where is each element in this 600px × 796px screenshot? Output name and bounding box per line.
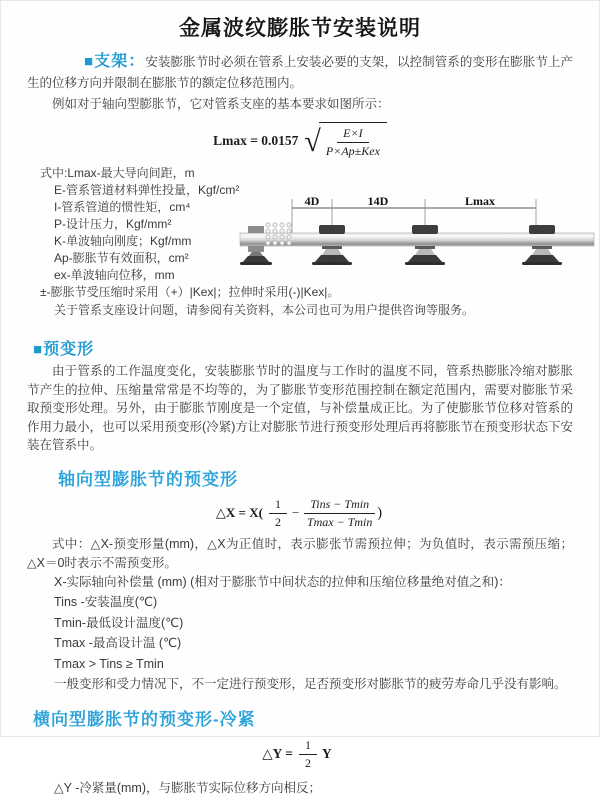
section-square-icon: ■ xyxy=(84,53,94,70)
axial-variable-lines xyxy=(54,573,573,695)
definition-line: P-设计压力，Kgf/mm² xyxy=(54,217,172,231)
one-half-fraction: $\frac{1}{2}$ xyxy=(269,497,287,530)
variable-line: X-实际轴向补偿量 (mm) (相对于膨胀节中间状态的拉伸和压缩位移量绝对值之和)： xyxy=(54,574,511,589)
formula-lmax-fraction xyxy=(324,126,382,159)
definition-line: K-单波轴向刚度；Kgf/mm xyxy=(54,234,192,248)
dim-label-14d: 14D xyxy=(367,194,389,208)
axial-explain-paragraph: 式中：△X-预变形量(mm)，△X为正值时，表示膨张节需预拉伸；为负值时，表示需预压缩；△X＝0时表示不需预变形。 xyxy=(27,536,573,570)
support-note: 关于管系支座设计问题，请参阅有关资料，本公司也可为用户提供咨询等服务。 xyxy=(54,303,475,317)
closing-paren: ) xyxy=(377,504,383,521)
definition-line: Ap-膨胀节有效面积，cm² xyxy=(54,251,189,265)
lateral-variable-line: △Y -冷紧量(mm)，与膨胀节实际位移方向相反； xyxy=(54,780,322,795)
formula-dy-rhs: Y xyxy=(321,746,332,761)
fraction-denominator: P×Ap±Kex xyxy=(325,144,380,158)
variable-line: Tmax -最高设计温 (℃) xyxy=(54,636,182,650)
dim-label-lmax: Lmax xyxy=(465,194,495,208)
support-paragraph xyxy=(27,51,573,94)
temperature-fraction: $\frac{\text{Tins − Tmin}}{Tmax - Tmin}$ xyxy=(304,497,375,530)
pipe-support-diagram xyxy=(240,195,594,267)
predeform-section-heading: 预变形 xyxy=(43,341,95,358)
support-intro-text: 安装膨胀节时必须在管系上安装必要的支架，以控制管系的变形在膨胀节上产生的位移方向并限制在膨胀节的额定位移范围内。 xyxy=(27,55,573,90)
page-title: 金属波纹膨胀节安装说明 xyxy=(179,17,421,40)
pipe xyxy=(240,233,594,246)
fraction-numerator: E×I xyxy=(337,126,368,143)
variable-line: Tmin-最低设计温度(℃) xyxy=(54,615,184,630)
dim-label-4d: 4D xyxy=(304,194,320,208)
support-example-line: 例如对于轴向型膨胀节，它对管系支座的基本要求如图所示： xyxy=(52,97,390,111)
formula-dy-lhs: △Y = xyxy=(262,746,293,761)
lateral-subsection-heading: 横向型膨胀节的预变形-冷紧 xyxy=(33,709,256,729)
minus-sign: − xyxy=(291,505,300,520)
one-half-fraction: $\frac{1}{2}$ xyxy=(299,738,317,771)
formula-delta-x xyxy=(27,497,573,530)
definition-line: I-管系管道的惯性矩，cm⁴ xyxy=(54,200,191,214)
formula-delta-y xyxy=(27,738,573,771)
support-section-heading: 支架： xyxy=(94,53,146,70)
section-square-icon: ■ xyxy=(33,341,43,358)
axial-subsection-heading: 轴向型膨胀节的预变形 xyxy=(58,469,238,489)
definition-line: E-管系管道材料弹性投量，Kgf/cm² xyxy=(54,183,240,197)
variable-line: Tmax > Tins ≥ Tmin xyxy=(54,656,164,671)
variable-line: Tins -安装温度(℃) xyxy=(54,595,158,609)
definition-line: ex-单波轴向位移，mm xyxy=(54,268,175,282)
formula-dx-lhs: △X = X( xyxy=(215,505,263,520)
definition-line: ±-膨胀节受压缩时采用（+）|Kex|；拉伸时采用(-)|Kex|。 xyxy=(40,285,340,299)
radical-sign: √ xyxy=(304,125,321,158)
predeform-section-heading-row xyxy=(33,336,573,359)
variable-line: 一般变形和受力情况下，不一定进行预变形，足否预变形对膨胀节的疲劳寿命几乎没有影响。 xyxy=(54,677,567,691)
predeform-paragraph: 由于管系的工作温度变化，安装膨胀节时的温度与工作时的温度不同，管系热膨胀冷缩对膨胀节产生的拉伸、压缩量常常是不均等的，为了膨胀节变形范围控制在额定范围内，需要对膨胀节采取预变形处理。另外，由于膨胀节刚度是一个定值，与补偿量成正比。为了使膨胀节位移对管系的作用力最小，也可以采用预变形(冷紧)方让对膨胀节进行预变形处理后再将膨胀节在预变形状态下安装在管系中。 xyxy=(27,364,573,452)
formula-lmax-lhs: Lmax = 0.0157 xyxy=(213,132,299,148)
radical-expression xyxy=(304,122,386,159)
formula-lmax xyxy=(27,122,573,159)
definition-line: 式中:Lmax-最大导向间距，m xyxy=(40,166,195,180)
